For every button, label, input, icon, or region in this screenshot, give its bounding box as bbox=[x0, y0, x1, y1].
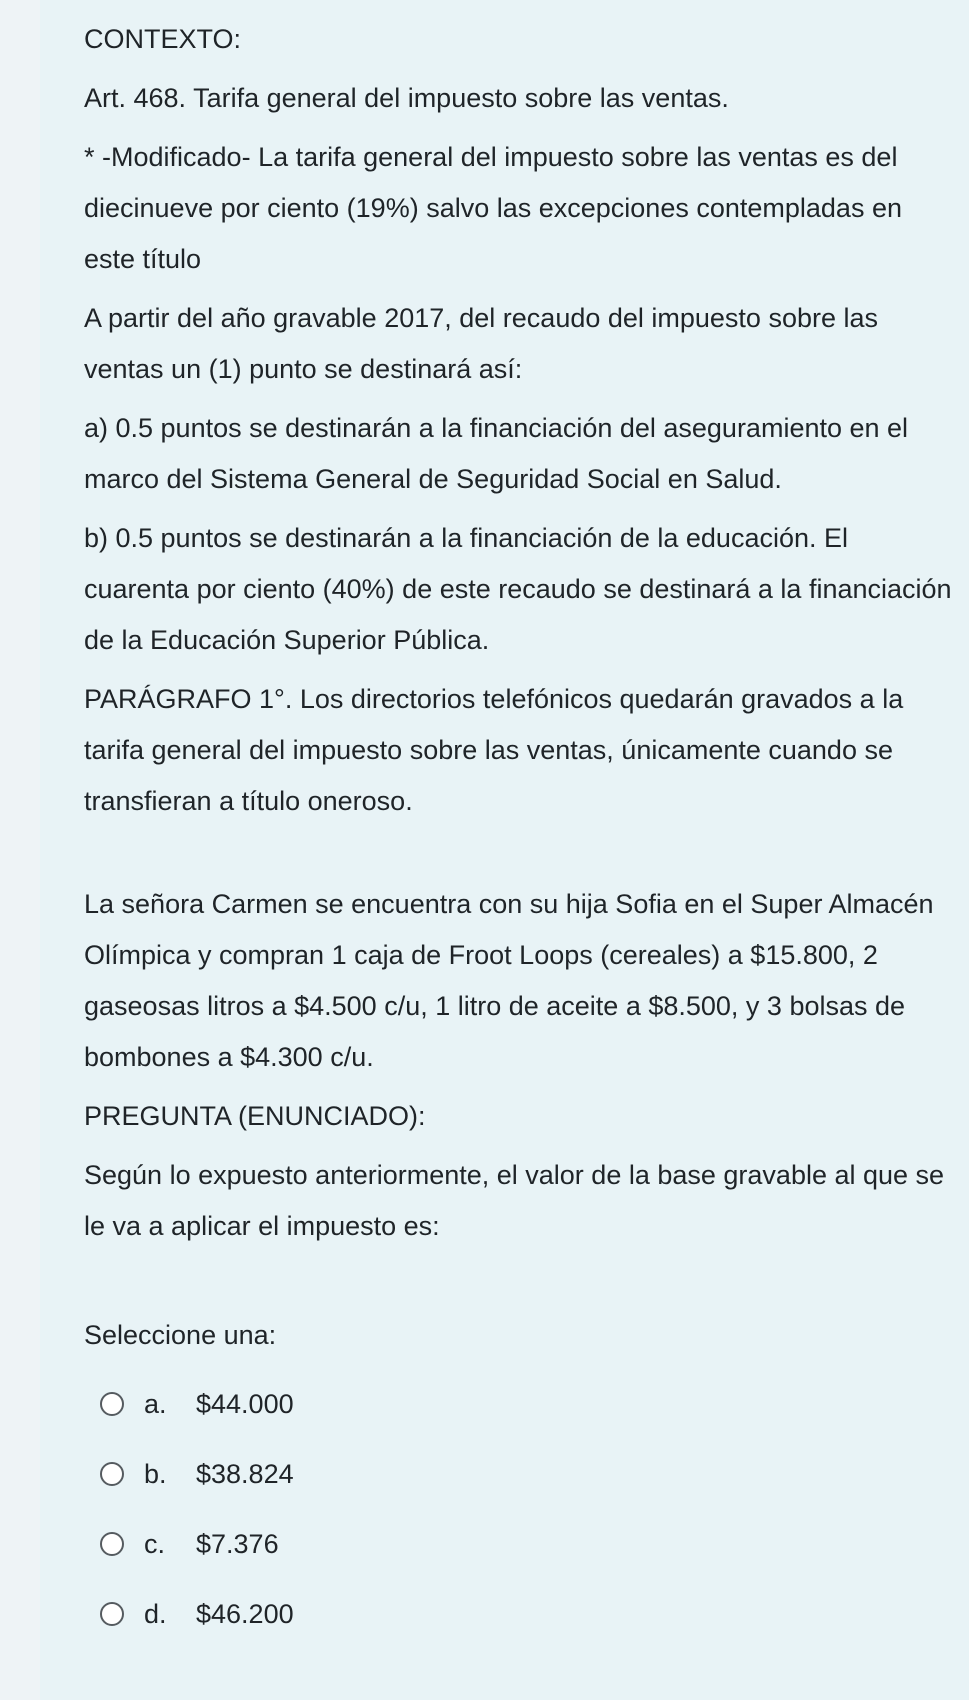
option-d[interactable] bbox=[100, 1579, 959, 1649]
radio-button-d[interactable] bbox=[100, 1602, 124, 1626]
question-content bbox=[84, 14, 959, 1649]
option-a[interactable] bbox=[100, 1369, 959, 1439]
context-label: CONTEXTO: bbox=[84, 24, 242, 54]
radio-button-c[interactable] bbox=[100, 1532, 124, 1556]
option-text: $38.824 bbox=[196, 1458, 294, 1489]
scenario-text: La señora Carmen se encuentra con su hija Sofia en el Super Almacén Olímpica y compran 1 caja de Froot Loops (cereales) a $15.800, 2 gaseosas litros a $4.500 c/u, 1 litro de aceite a $8.500, y 3 bolsas de bombones a $4.300 c/u. bbox=[84, 889, 934, 1072]
answer-options bbox=[84, 1369, 959, 1649]
radio-button-b[interactable] bbox=[100, 1462, 124, 1486]
option-text: $7.376 bbox=[196, 1528, 279, 1559]
radio-button-a[interactable] bbox=[100, 1392, 124, 1416]
paragraph-destinacion: A partir del año gravable 2017, del recaudo del impuesto sobre las ventas un (1) punto se destinará así: bbox=[84, 303, 879, 384]
article-title: Art. 468. Tarifa general del impuesto sobre las ventas. bbox=[84, 83, 729, 113]
option-letter: a. bbox=[144, 1388, 167, 1419]
option-c[interactable] bbox=[100, 1509, 959, 1579]
question-text: Según lo expuesto anteriormente, el valor de la base gravable al que se le va a aplicar el impuesto es: bbox=[84, 1160, 945, 1241]
option-text: $44.000 bbox=[196, 1388, 294, 1419]
paragraph-modificado: * -Modificado- La tarifa general del impuesto sobre las ventas es del diecinueve por ciento (19%) salvo las excepciones contempladas en este título bbox=[84, 142, 902, 274]
option-letter: d. bbox=[144, 1598, 167, 1629]
option-b[interactable] bbox=[100, 1439, 959, 1509]
paragraph-a: a) 0.5 puntos se destinarán a la financiación del aseguramiento en el marco del Sistema General de Seguridad Social en Salud. bbox=[84, 413, 909, 494]
option-letter: c. bbox=[144, 1528, 166, 1559]
question-label: PREGUNTA (ENUNCIADO): bbox=[84, 1101, 426, 1131]
paragraph-paragrafo: PARÁGRAFO 1°. Los directorios telefónicos quedarán gravados a la tarifa general del impuesto sobre las ventas, únicamente cuando se transfieran a título oneroso. bbox=[84, 684, 904, 816]
option-letter: b. bbox=[144, 1458, 167, 1489]
option-text: $46.200 bbox=[196, 1598, 294, 1629]
paragraph-b: b) 0.5 puntos se destinarán a la financiación de la educación. El cuarenta por ciento (40%) de este recaudo se destinará a la financiación de la Educación Superior Pública. bbox=[84, 523, 952, 655]
select-prompt: Seleccione una: bbox=[84, 1320, 277, 1350]
